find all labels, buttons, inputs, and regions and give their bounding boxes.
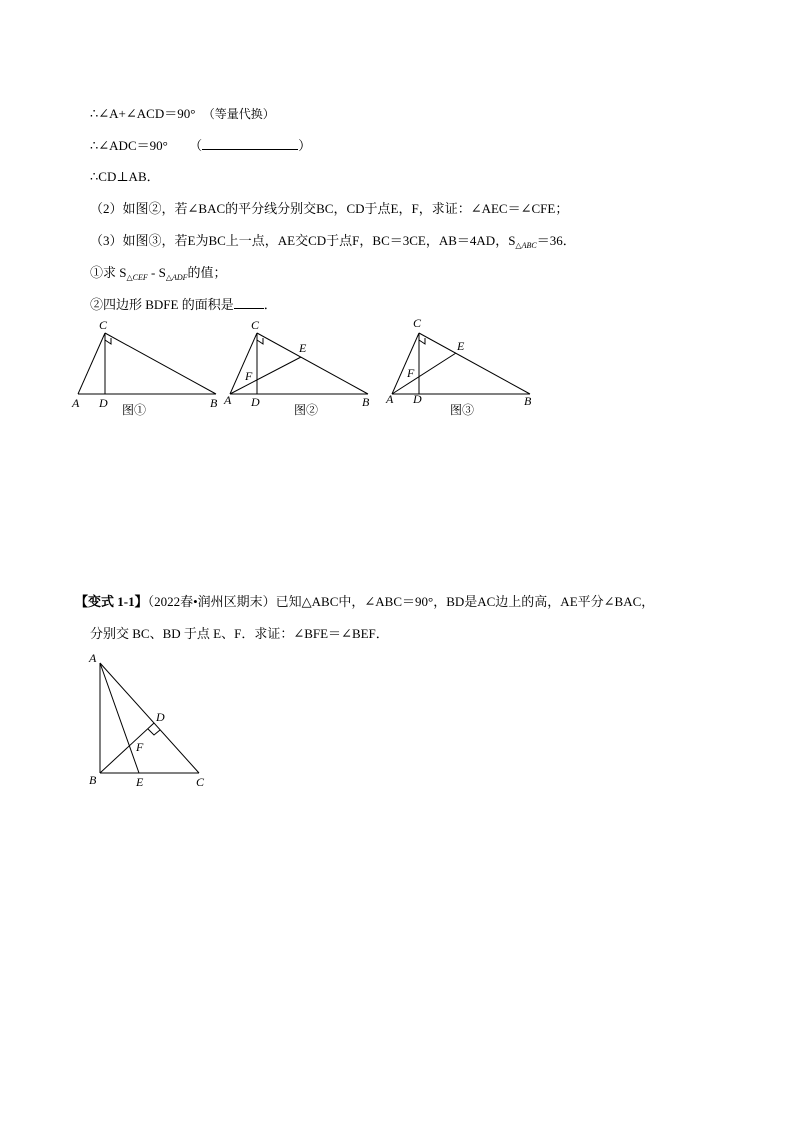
fig4-right-angle-mark: [148, 729, 160, 735]
reason-blank: [202, 137, 298, 150]
fig2-side-cb: [257, 333, 368, 394]
area-abc-subscript: △ABC: [515, 241, 537, 250]
area-blank: [234, 296, 264, 309]
fig2-label-f: F: [245, 369, 253, 383]
fig2-side-ac: [230, 333, 257, 394]
fig2-label-d: D: [251, 395, 260, 409]
fig1-label-b: B: [210, 396, 218, 410]
adc-text: ∴∠ADC＝90°: [90, 138, 168, 153]
fig1-caption: 图①: [122, 403, 147, 417]
fig1-side-cb: [105, 333, 216, 394]
fig2-label-c: C: [251, 318, 260, 332]
fig3-right-angle-mark: [419, 338, 425, 344]
variant-line-1: [75, 591, 654, 610]
subq1-minus: - S: [147, 265, 166, 280]
reason-open-paren: （: [189, 138, 203, 153]
subq2-start: ②四边形 BDFE 的面积是: [90, 297, 234, 312]
question-3: [90, 230, 576, 250]
fig2-label-e: E: [299, 341, 307, 355]
figure-2-diagram: [220, 314, 380, 424]
fig1-label-a: A: [72, 396, 80, 410]
fig4-bisector-ae: [100, 663, 139, 773]
fig1-right-angle-mark: [105, 338, 111, 344]
variant-statement-1: （2022春•润州区期末）已知△ABC中，∠ABC＝90°，BD是AC边上的高，AE平分∠BAC，: [147, 594, 655, 609]
fig4-altitude-bd: [100, 723, 154, 773]
fig4-label-d: D: [156, 710, 165, 724]
fig2-bisector-ae: [230, 357, 301, 394]
fig1-label-c: C: [99, 318, 108, 332]
fig2-label-b: B: [362, 395, 370, 409]
perp-text: ∴CD⊥AB．: [90, 169, 160, 184]
variant-tag: 【变式 1-1】: [75, 594, 148, 609]
question-3-end: ＝36．: [536, 233, 576, 248]
fig4-label-b: B: [89, 773, 97, 787]
subq2-end: ．: [263, 297, 277, 312]
figure-3-diagram: [382, 314, 542, 424]
area-adf-subscript: △ADF: [165, 273, 188, 282]
subq1-end: 的值；: [187, 265, 227, 280]
area-cef-subscript: △CEF: [126, 273, 148, 282]
question-2-text: （2）如图②，若∠BAC的平分线分别交BC，CD于点E，F，求证：∠AEC＝∠CFE；: [90, 201, 569, 216]
subq1-start: ①求 S: [90, 265, 127, 280]
variant-statement-2: 分别交 BC、BD 于点 E、F．求证：∠BFE＝∠BEF．: [90, 626, 389, 641]
fig1-label-d: D: [99, 396, 108, 410]
line-adc-right-angle: [90, 135, 311, 154]
fig3-label-e: E: [457, 339, 465, 353]
fig3-caption: 图③: [450, 403, 475, 417]
fig2-right-angle-mark: [257, 338, 263, 344]
fig4-label-e: E: [136, 775, 144, 789]
fig4-label-f: F: [136, 740, 144, 754]
fig4-label-a: A: [89, 651, 97, 665]
fig3-label-b: B: [524, 394, 532, 408]
angle-sum-text: ∴∠A+∠ACD＝90°: [90, 106, 196, 121]
subquestion-2: [90, 294, 277, 313]
angle-sum-reason: （等量代换）: [202, 107, 275, 121]
fig3-side-cb: [419, 333, 530, 394]
line-angle-sum: [90, 103, 275, 122]
fig4-label-c: C: [196, 775, 205, 789]
fig4-side-ac: [100, 663, 199, 773]
fig2-caption: 图②: [294, 403, 319, 417]
fig2-label-a: A: [224, 393, 232, 407]
fig3-label-d: D: [413, 392, 422, 406]
fig3-label-a: A: [386, 392, 394, 406]
subquestion-1: [90, 262, 227, 282]
fig3-label-c: C: [413, 316, 422, 330]
fig1-side-ac: [78, 333, 105, 394]
variant-figure-diagram: [84, 646, 224, 796]
question-3-text: （3）如图③，若E为BC上一点，AE交CD于点F，BC＝3CE，AB＝4AD，S: [90, 233, 516, 248]
figure-1-diagram: [68, 314, 228, 424]
fig3-label-f: F: [407, 366, 415, 380]
reason-close-paren: ）: [298, 138, 312, 153]
question-2: [90, 198, 568, 217]
variant-line-2: [90, 623, 389, 642]
line-cd-perp-ab: [90, 166, 160, 185]
